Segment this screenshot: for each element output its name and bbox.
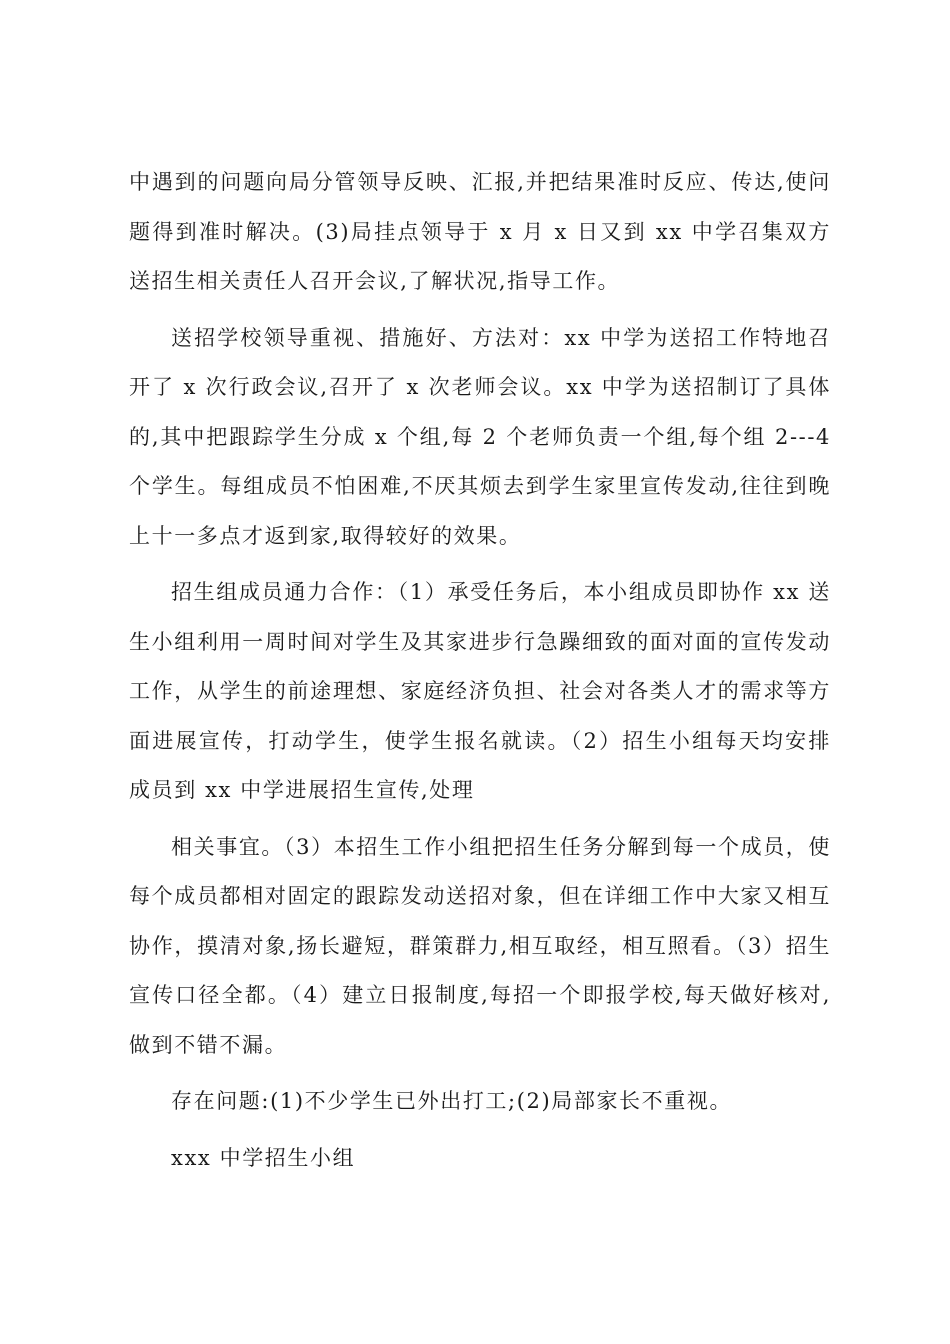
document-body xyxy=(129,158,831,1190)
paragraph-existing-problems: 存在问题:(1)不少学生已外出打工;(2)局部家长不重视。 xyxy=(171,1089,733,1113)
paragraph-continuation: 中遇到的问题向局分管领导反映、汇报,并把结果准时反应、传达,使问题得到准时解决。(3)局挂点领导于 x 月 x 日又到 xx 中学召集双方送招生相关责任人召开会议,了解状况,指导工作。 xyxy=(129,170,831,293)
paragraph-team-cooperation: 招生组成员通力合作：（1）承受任务后，本小组成员即协作 xx 送生小组利用一周时间对学生及其家进步行急躁细致的面对面的宣传发动工作，从学生的前途理想、家庭经济负担、社会对各类人才的需求等方面进展宣传，打动学生，使学生报名就读。（2）招生小组每天均安排成员到 xx 中学进展招生宣传,处理 xyxy=(129,580,831,802)
paragraph-school-leadership: 送招学校领导重视、措施好、方法对：xx 中学为送招工作特地召开了 x 次行政会议,召开了 x 次老师会议。xx 中学为送招制订了具体的,其中把跟踪学生分成 x 个组,每 2 个老师负责一个组,每个组 2---4 个学生。每组成员不怕困难,不厌其烦去到学生家里宣传发动,往往到晚上十一多点才返到家,取得较好的效果。 xyxy=(129,325,831,548)
signature-line: xxx 中学招生小组 xyxy=(171,1145,356,1170)
paragraph-related-matters: 相关事宜。（3）本招生工作小组把招生任务分解到每一个成员，使每个成员都相对固定的跟踪发动送招对象，但在详细工作中大家又相互协作，摸清对象,扬长避短，群策群力,相互取经，相互照看。（3）招生宣传口径全都。（4）建立日报制度,每招一个即报学校,每天做好核对,做到不错不漏。 xyxy=(129,834,831,1057)
